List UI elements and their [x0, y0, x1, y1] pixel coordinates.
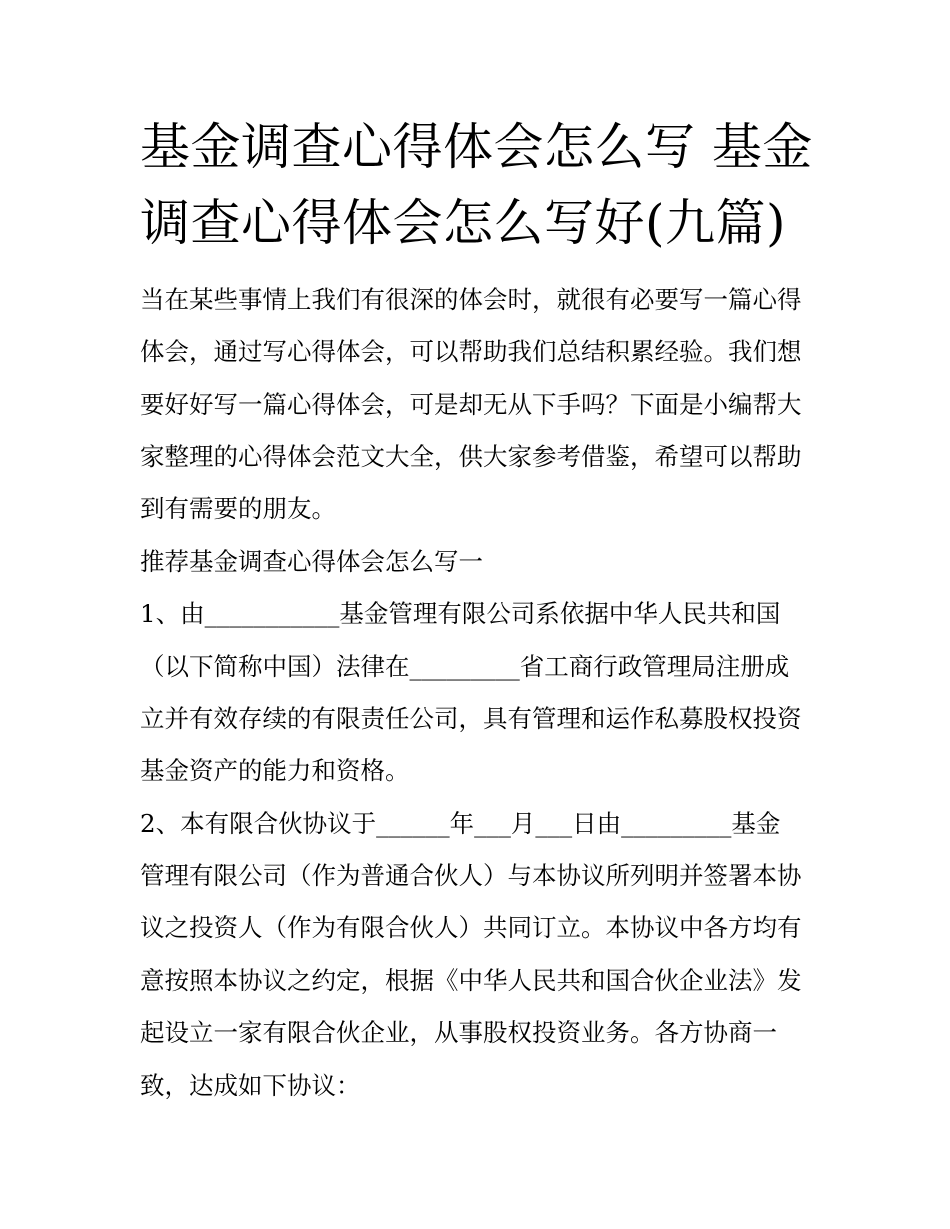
intro-paragraph-line: 当在某些事情上我们有很深的体会时，就很有必要写一篇心得	[140, 285, 802, 314]
clause-2-line: 议之投资人（作为有限合伙人）共同订立。本协议中各方均有	[140, 913, 802, 942]
clause-2-line: 管理有限公司（作为普通合伙人）与本协议所列明并签署本协	[140, 861, 802, 890]
intro-paragraph-line: 要好好写一篇心得体会，可是却无从下手吗？下面是小编帮大	[140, 390, 802, 419]
document-title-line-2: 调查心得体会怎么写好(九篇)	[140, 194, 787, 252]
clause-2-line: 致，达成如下协议：	[140, 1071, 361, 1100]
clause-1-line: 立并有效存续的有限责任公司，具有管理和运作私募股权投资	[140, 704, 802, 733]
document-title-line-1: 基金调查心得体会怎么写 基金	[140, 118, 813, 176]
clause-1-line: 1、由___________基金管理有限公司系依据中华人民共和国	[140, 599, 781, 628]
clause-1-line: （以下简称中国）法律在_________省工商行政管理局注册成	[140, 652, 790, 681]
section-heading: 推荐基金调查心得体会怎么写一	[140, 547, 483, 576]
intro-paragraph-line: 体会，通过写心得体会，可以帮助我们总结积累经验。我们想	[140, 337, 802, 366]
clause-2-line: 2、本有限合伙协议于______年___月___日由_________基金	[140, 809, 781, 838]
clause-1-line: 基金资产的能力和资格。	[140, 756, 410, 785]
intro-paragraph-line: 家整理的心得体会范文大全，供大家参考借鉴，希望可以帮助	[140, 442, 802, 471]
intro-paragraph-line: 到有需要的朋友。	[140, 494, 336, 523]
clause-2-line: 起设立一家有限合伙企业，从事股权投资业务。各方协商一	[140, 1018, 777, 1047]
clause-2-line: 意按照本协议之约定，根据《中华人民共和国合伙企业法》发	[140, 966, 802, 995]
